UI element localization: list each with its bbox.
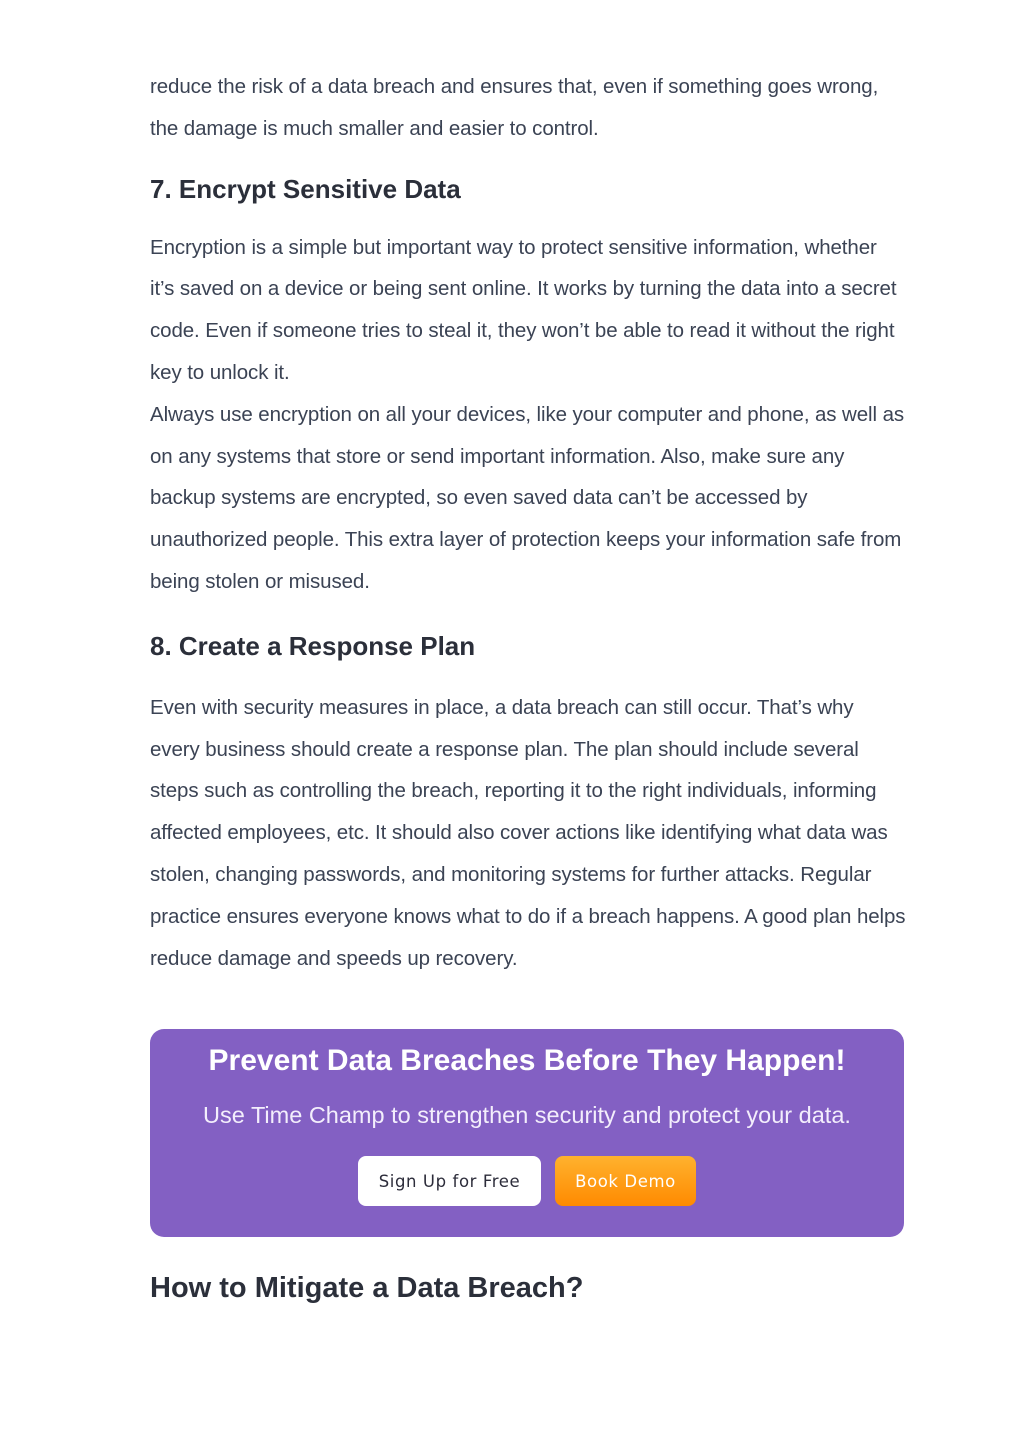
- book-demo-button[interactable]: Book Demo: [555, 1156, 696, 1206]
- article-content: [150, 66, 906, 1307]
- cta-subtitle: Use Time Champ to strengthen security and protect your data.: [203, 1102, 851, 1129]
- cta-banner: [150, 1029, 904, 1237]
- heading-create-response-plan: 8. Create a Response Plan: [150, 630, 476, 661]
- paragraph-encryption-devices: Always use encryption on all your devices, like your computer and phone, as well as on any systems that store or send important information. Also, make sure any backup systems are encrypted, so even saved data can’t be accessed by unauthorized people. This extra layer of protection keeps your information safe from being stolen or misused.: [150, 402, 905, 593]
- paragraph-response-plan: Even with security measures in place, a data breach can still occur. That’s why every business should create a response plan. The plan should include several steps such as controlling the breach, reporting it to the right individuals, informing affected employees, etc. It should also cover actions like identifying what data was stolen, changing passwords, and monitoring systems for further attacks. Regular practice ensures everyone knows what to do if a breach happens. A good plan helps reduce damage and speeds up recovery.: [150, 695, 906, 970]
- intro-paragraph: reduce the risk of a data breach and ensures that, even if something goes wrong, the damage is much smaller and easier to control.: [150, 75, 879, 140]
- cta-button-group: [150, 1156, 904, 1206]
- cta-title: Prevent Data Breaches Before They Happen!: [208, 1044, 846, 1078]
- heading-encrypt-sensitive-data: 7. Encrypt Sensitive Data: [150, 173, 461, 204]
- paragraph-encryption-intro: Encryption is a simple but important way to protect sensitive information, whether it’s saved on a device or being sent online. It works by turning the data into a secret code. Even if someone tries to steal it, they won’t be able to read it without the right key to unlock it.: [150, 235, 897, 384]
- heading-mitigate-data-breach: How to Mitigate a Data Breach?: [150, 1272, 584, 1305]
- sign-up-button[interactable]: Sign Up for Free: [358, 1156, 541, 1206]
